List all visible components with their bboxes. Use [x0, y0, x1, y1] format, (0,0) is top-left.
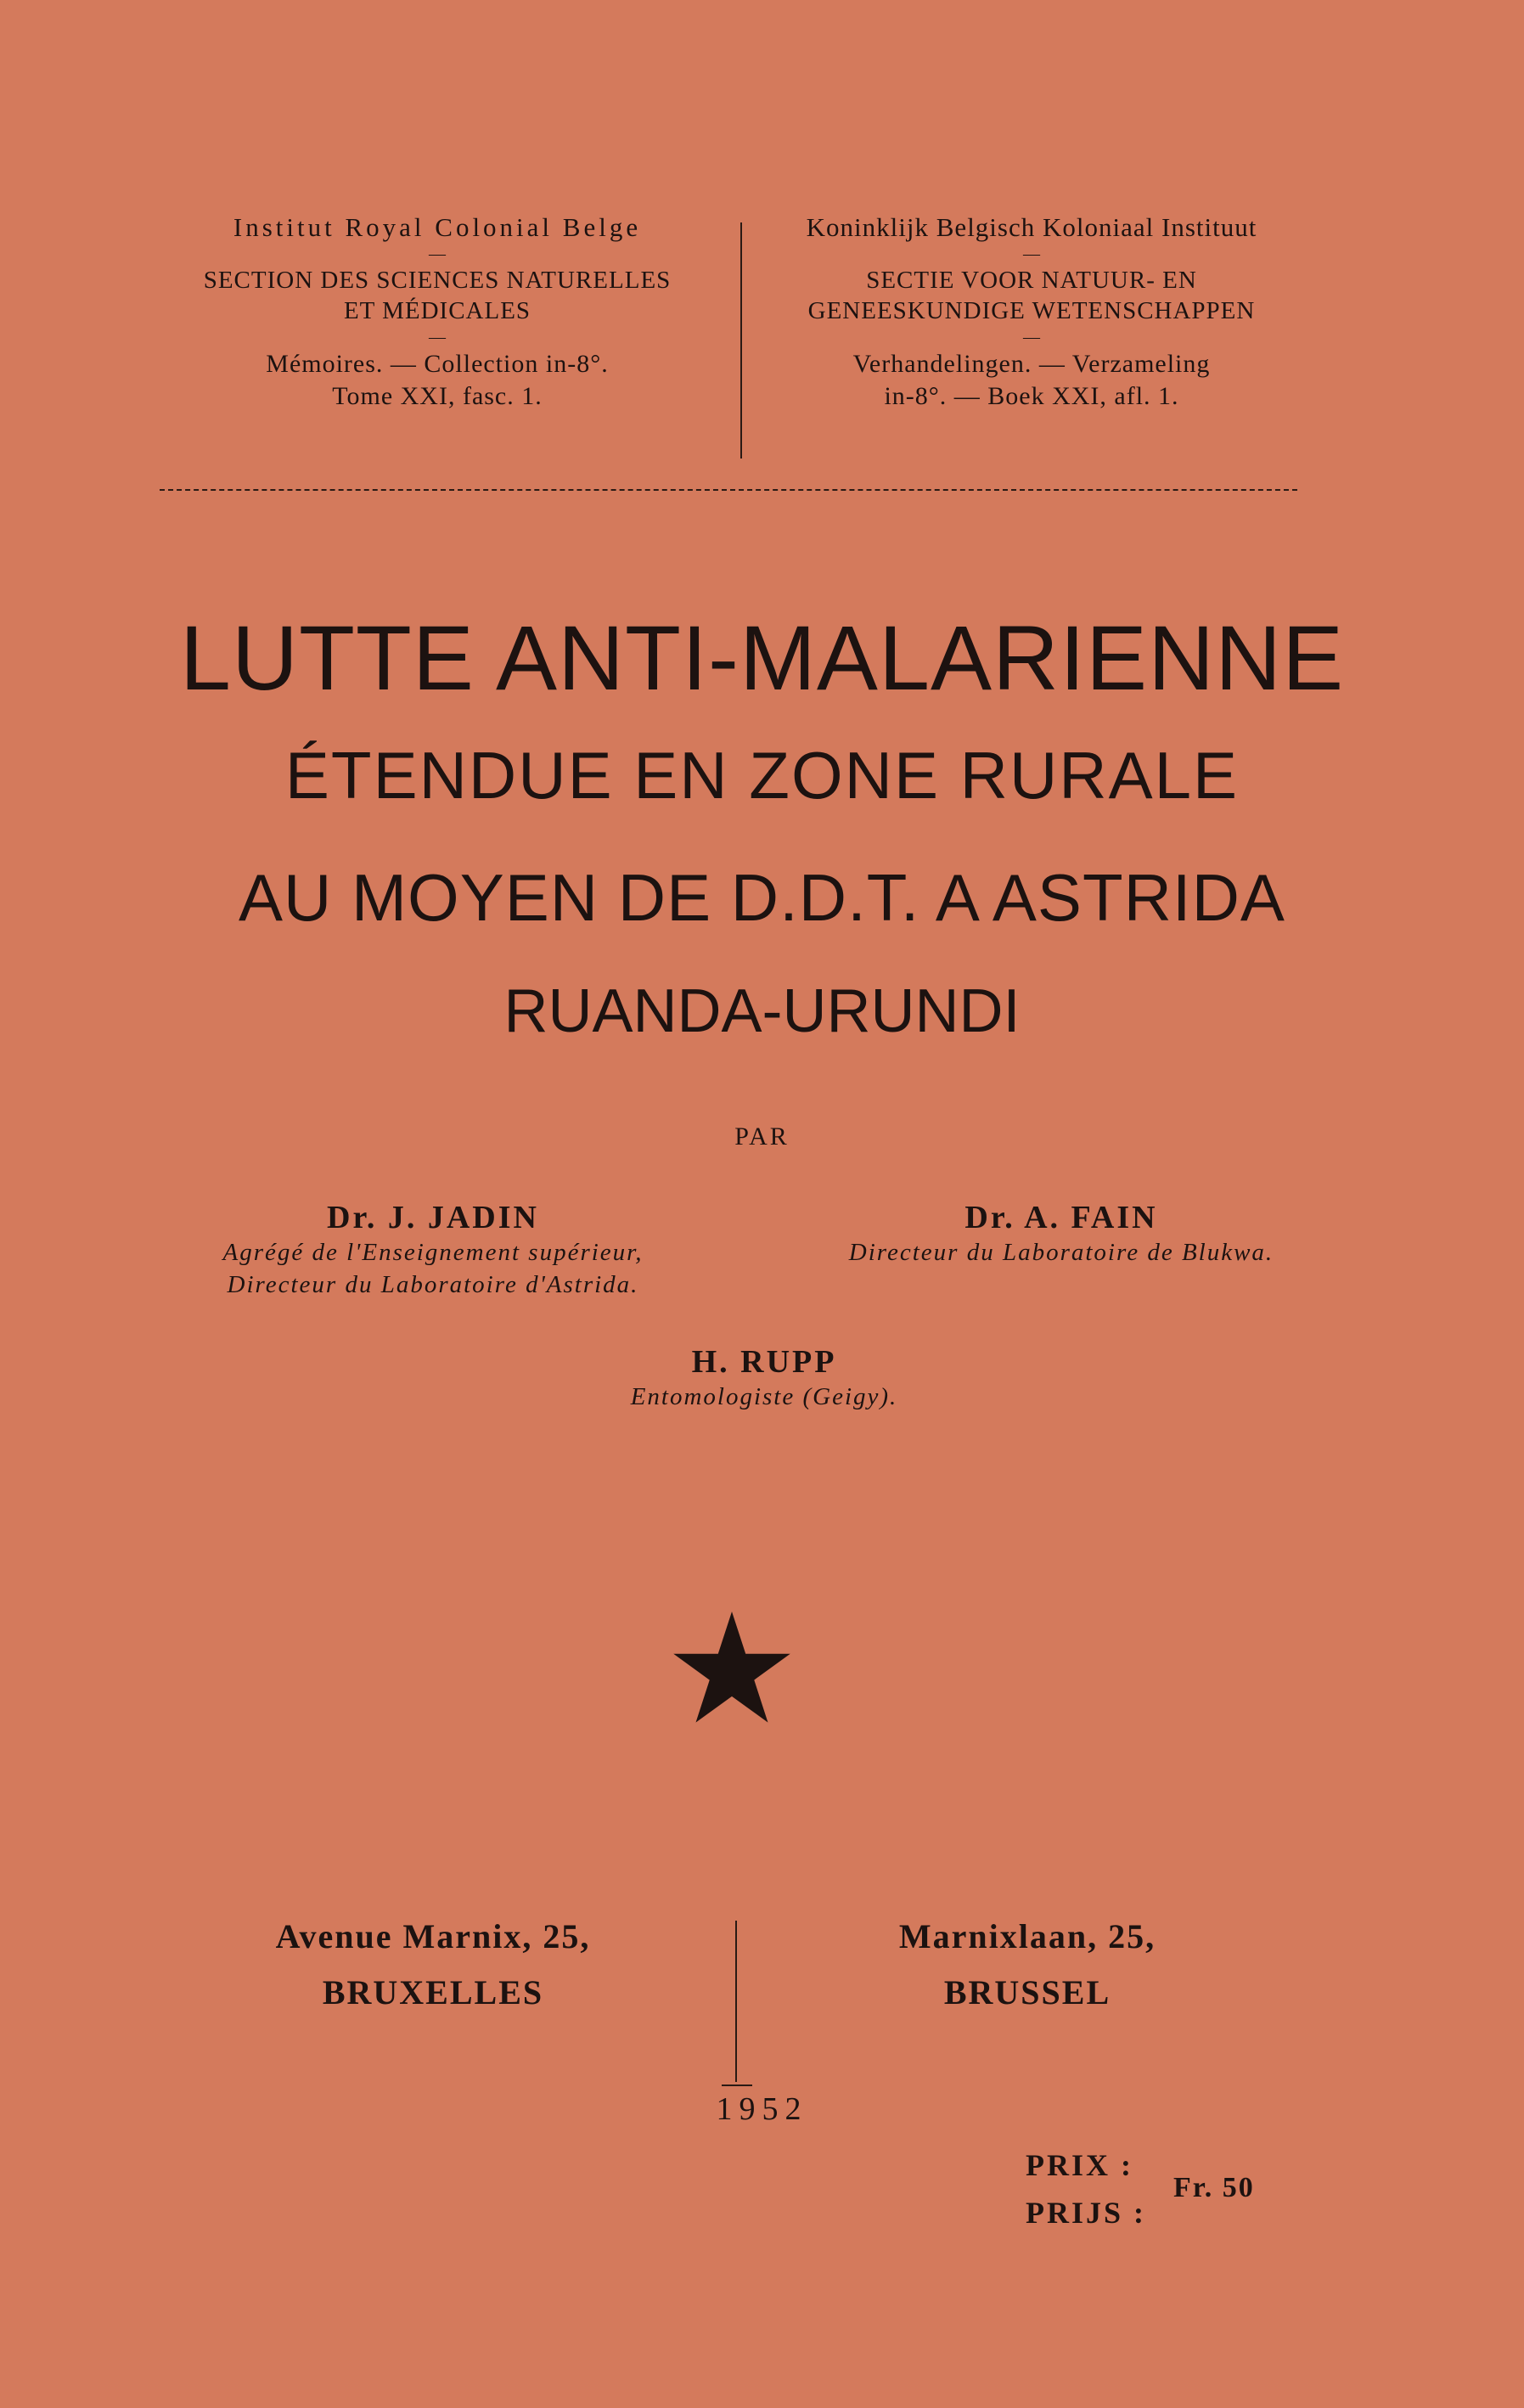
- address-city: BRUSSEL: [943, 1973, 1111, 2011]
- section-fr-line2: ET MÉDICALES: [343, 297, 531, 324]
- address-street: Avenue Marnix, 25,: [275, 1917, 591, 1955]
- price-labels: [1026, 2141, 1146, 2236]
- header-right: [751, 212, 1312, 413]
- author-name: Dr. A. FAIN: [964, 1200, 1158, 1235]
- author-role: Directeur du Laboratoire d'Astrida.: [227, 1271, 639, 1298]
- author-fain: [764, 1199, 1358, 1269]
- institute-name-fr: Institut Royal Colonial Belge: [233, 212, 642, 242]
- author-role: Entomologiste (Geigy).: [630, 1383, 898, 1410]
- author-role: Directeur du Laboratoire de Blukwa.: [848, 1239, 1274, 1266]
- separator: —: [1023, 328, 1040, 346]
- separator: —: [429, 328, 446, 346]
- address-city: BRUXELLES: [322, 1973, 544, 2011]
- price-label-nl: PRIJS :: [1026, 2196, 1147, 2230]
- author-jadin: [144, 1199, 722, 1301]
- author-rupp: [509, 1343, 1019, 1413]
- title-line2: ÉTENDUE EN ZONE RURALE: [284, 738, 1240, 813]
- star-icon: [673, 1612, 790, 1724]
- separator: —: [429, 245, 446, 263]
- title-line4: RUANDA-URUNDI: [503, 977, 1021, 1045]
- header-divider: [740, 222, 742, 459]
- par-label: PAR: [734, 1122, 790, 1151]
- author-name: H. RUPP: [691, 1344, 837, 1380]
- divider-dash: [722, 2084, 752, 2086]
- publication-year: 1952: [716, 2091, 808, 2127]
- author-role: Agrégé de l'Enseignement supérieur,: [222, 1239, 644, 1266]
- address-fr: [170, 1909, 696, 2021]
- header-left: [153, 212, 722, 413]
- memoires-line2: Tome XXI, fasc. 1.: [332, 382, 543, 410]
- author-name: Dr. J. JADIN: [327, 1200, 539, 1235]
- institute-name-nl: Koninklijk Belgisch Koloniaal Instituut: [806, 212, 1257, 242]
- section-nl-line2: GENEESKUNDIGE WETENSCHAPPEN: [807, 297, 1256, 324]
- section-fr-line1: SECTION DES SCIENCES NATURELLES: [203, 267, 672, 294]
- address-nl: [781, 1909, 1274, 2021]
- memoires-line1: Mémoires. — Collection in-8°.: [266, 350, 609, 378]
- header-rule: [160, 489, 1297, 491]
- title-line3: AU MOYEN DE D.D.T. A ASTRIDA: [239, 860, 1285, 935]
- address-street: Marnixlaan, 25,: [898, 1917, 1156, 1955]
- verhandelingen-line1: Verhandelingen. — Verzameling: [852, 350, 1211, 378]
- address-divider: [735, 1921, 737, 2082]
- price-label-fr: PRIX :: [1026, 2148, 1133, 2182]
- verhandelingen-line2: in-8°. — Boek XXI, afl. 1.: [884, 382, 1179, 410]
- title-line1: LUTTE ANTI-MALARIENNE: [179, 606, 1345, 709]
- price-value: Fr. 50: [1173, 2172, 1255, 2203]
- section-nl-line1: SECTIE VOOR NATUUR- EN: [866, 267, 1197, 294]
- separator: —: [1023, 245, 1040, 263]
